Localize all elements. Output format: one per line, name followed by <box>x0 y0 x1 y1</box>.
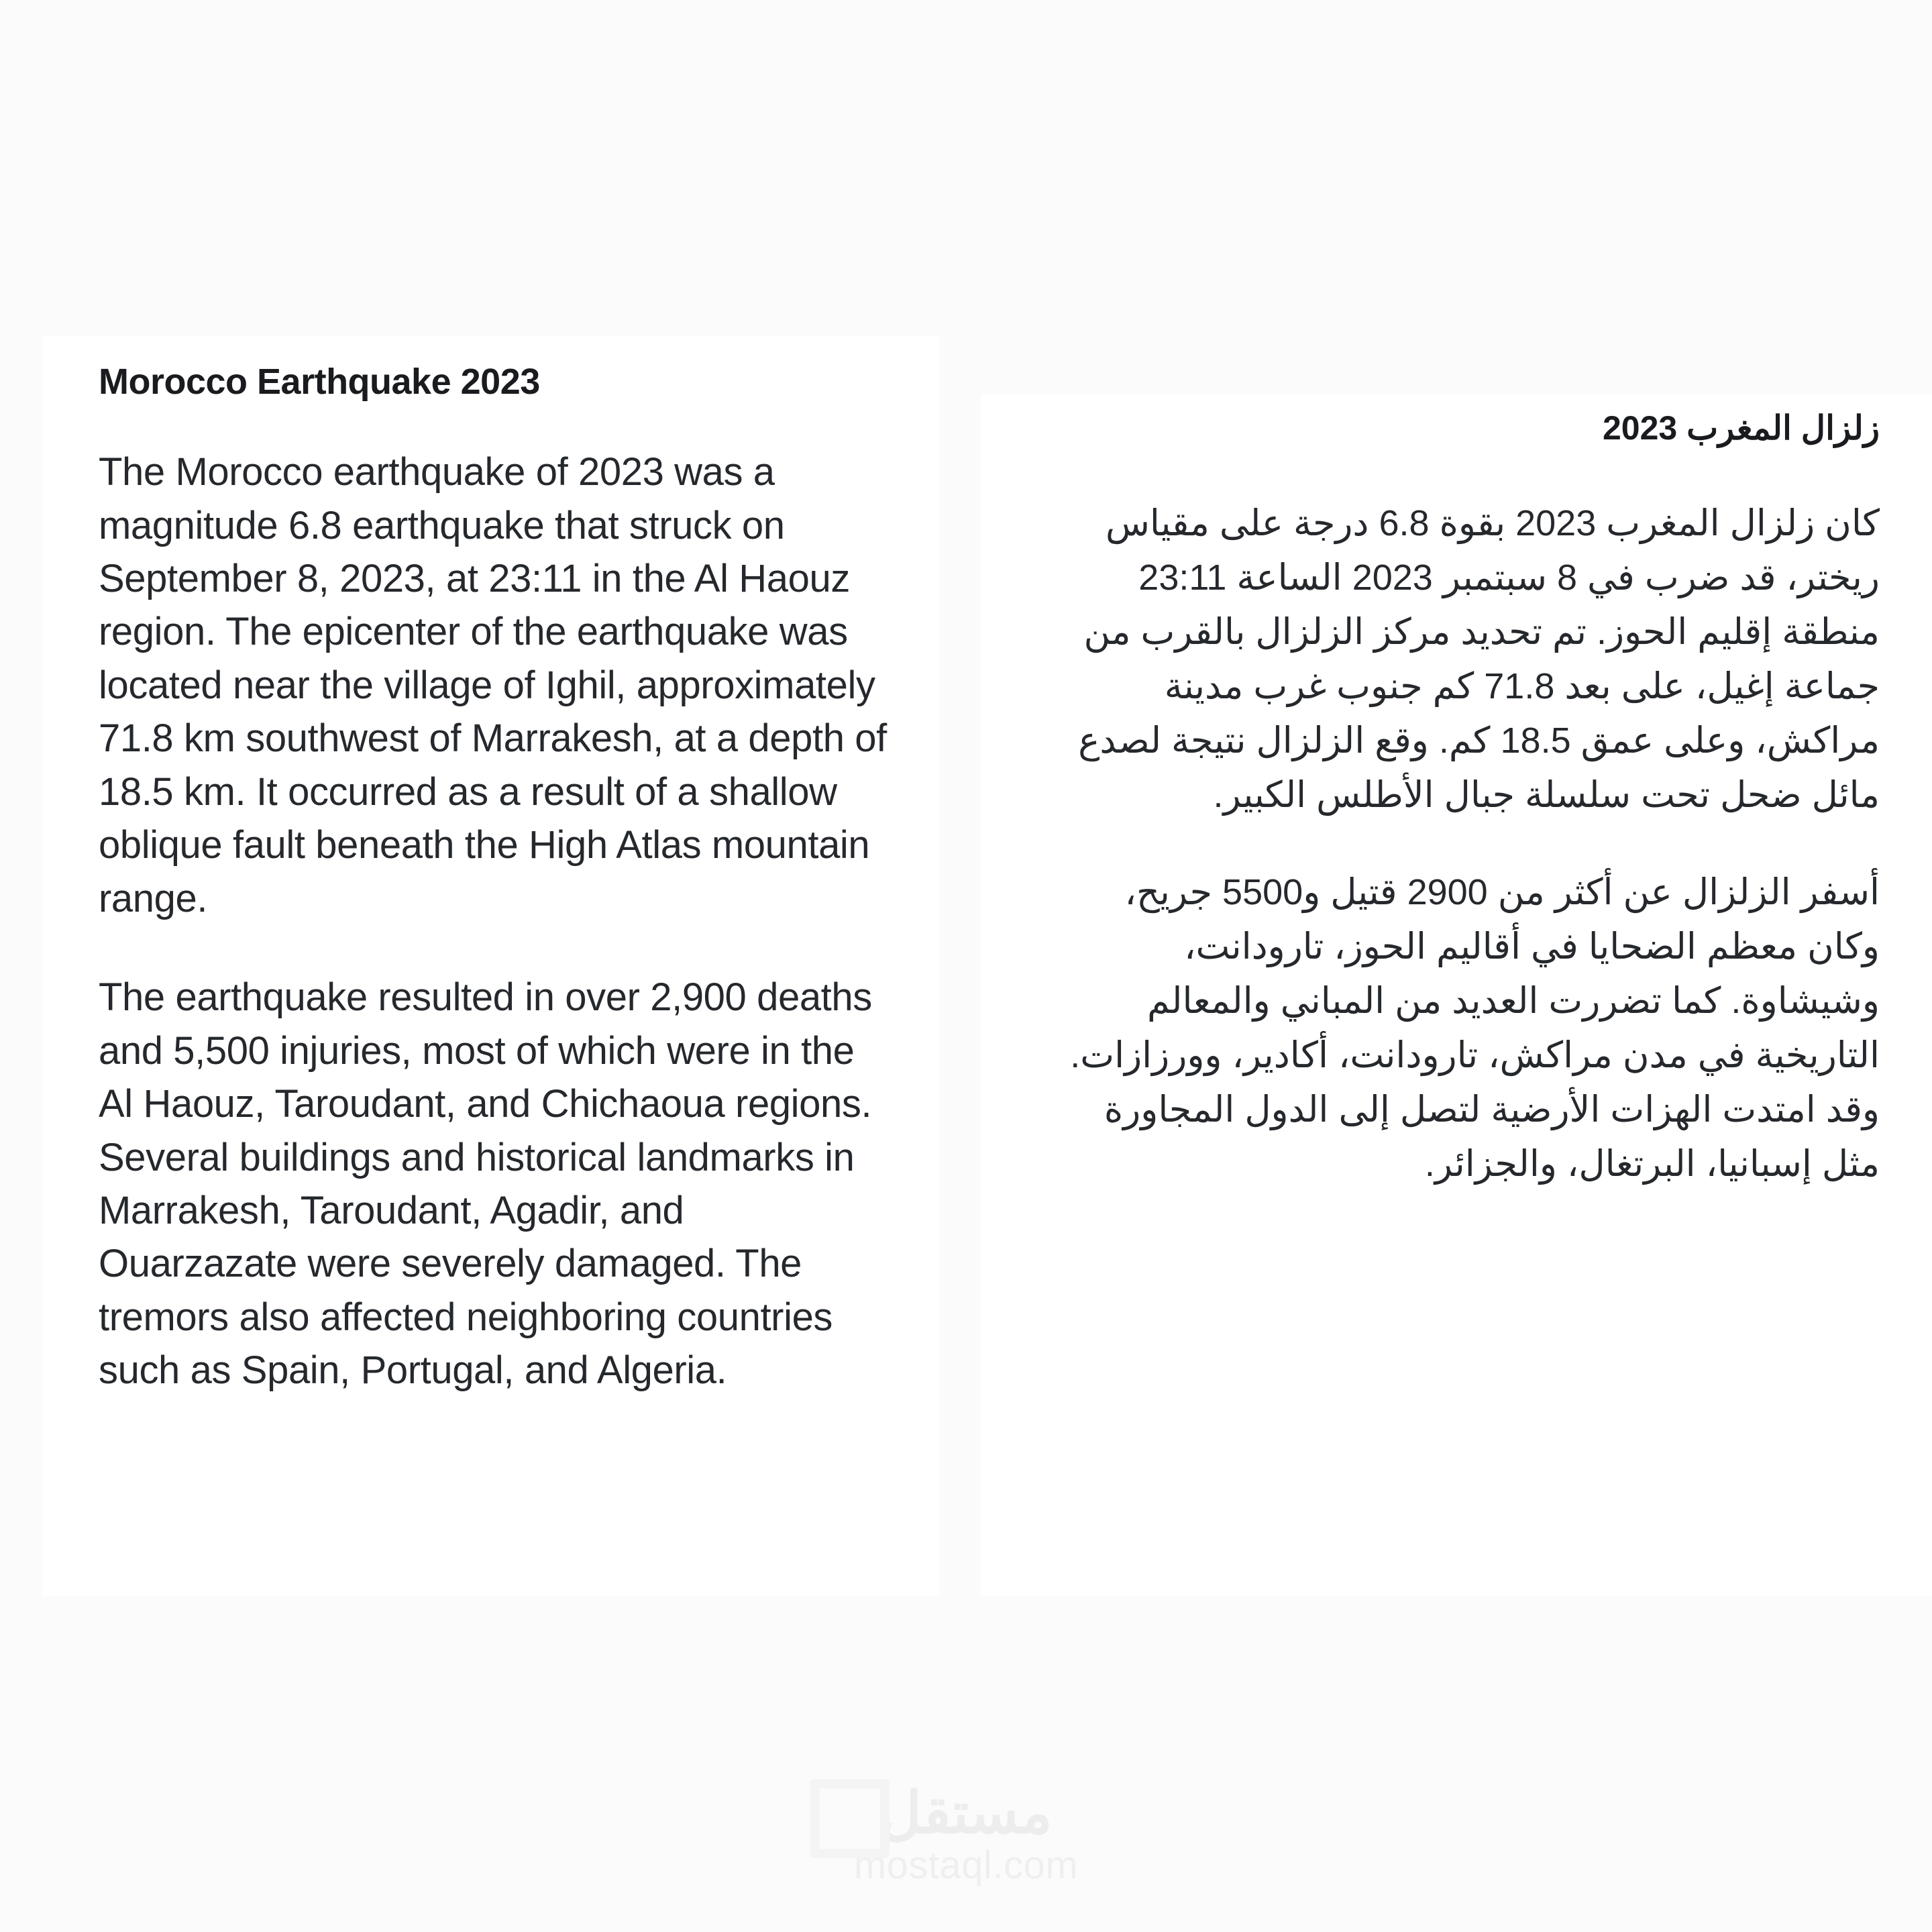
arabic-paragraph-2: أسفر الزلزال عن أكثر من 2900 قتيل و5500 جريح، وكان معظم الضحايا في أقاليم الحوز، تارودانت، وشيشاوة. كما تضررت العديد من المباني والمعالم التاريخية في مدن مراكش، تارودانت، أكادير، وورزازات. وقد امتدت الهزات الأرضية لتصل إلى الدول المجاورة مثل إسبانيا، البرتغال، والجزائر. <box>1070 872 1880 1184</box>
watermark-url-text: mostaql.com <box>853 1843 1079 1887</box>
english-paragraph-1: The Morocco earthquake of 2023 was a magnitude 6.8 earthquake that struck on September 8, 2023, at 23:11 in the Al Haouz region. The epicenter of the earthquake was located near the village of Ighil, approximately 71.8 km southwest of Marrakesh, at a depth of 18.5 km. It occurred as a result of a shallow oblique fault beneath the High Atlas mountain range. <box>99 450 887 920</box>
english-title: Morocco Earthquake 2023 <box>99 362 540 402</box>
mostaql-bracket-icon <box>810 1779 890 1858</box>
english-document-card <box>42 335 939 1597</box>
watermark-logo-text: مستقل <box>879 1781 1053 1845</box>
arabic-paragraph-1: كان زلزال المغرب 2023 بقوة 6.8 درجة على مقياس ريختر، قد ضرب في 8 سبتمبر 2023 الساعة 23:11 منطقة إقليم الحوز. تم تحديد مركز الزلزال بالقرب من جماعة إغيل، على بعد 71.8 كم جنوب غرب مدينة مراكش، وعلى عمق 18.5 كم. وقع الزلزال نتيجة لصدع مائل ضحل تحت سلسلة جبال الأطلس الكبير. <box>1078 503 1880 815</box>
watermark <box>0 1781 1932 1887</box>
english-paragraph-2: The earthquake resulted in over 2,900 deaths and 5,500 injuries, most of which were in the Al Haouz, Taroudant, and Chichaoua regions. Several buildings and historical landmarks in Marrakesh, Taroudant, Agadir, and Ouarzazate were severely damaged. The tremors also affected neighboring countries such as Spain, Portugal, and Algeria. <box>99 975 872 1393</box>
arabic-document-card <box>981 394 1932 1597</box>
arabic-title: زلزال المغرب 2023 <box>1602 409 1880 447</box>
